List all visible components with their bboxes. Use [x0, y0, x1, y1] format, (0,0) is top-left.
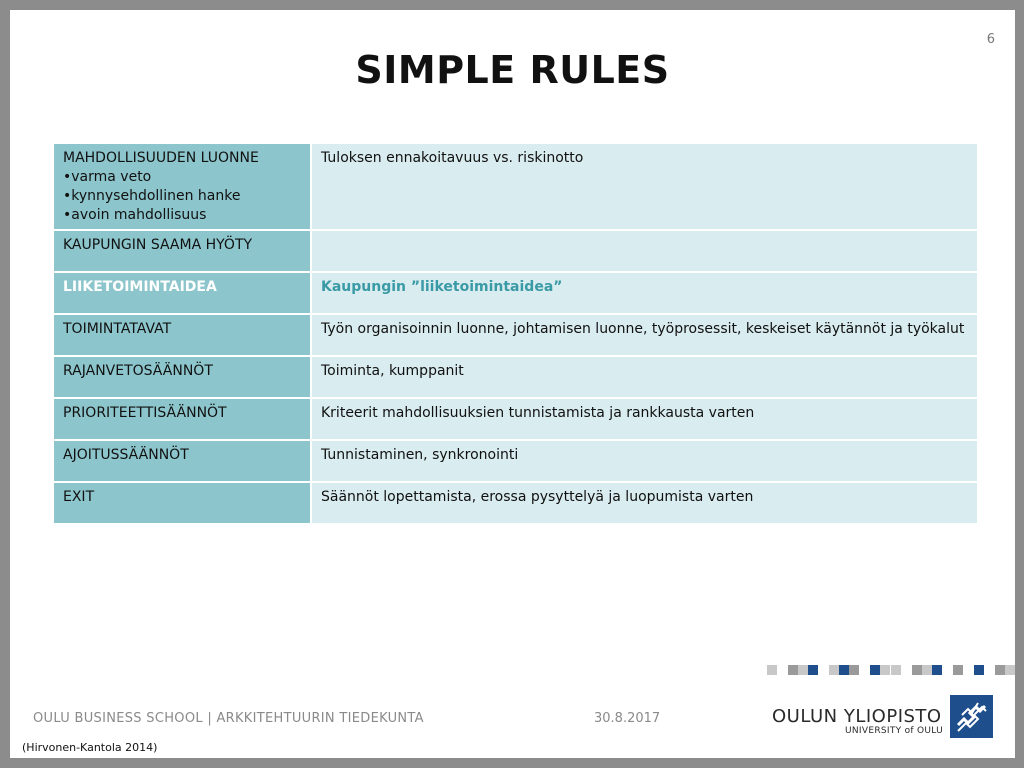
- square-decoration: [922, 665, 932, 675]
- row-value: Tunnistaminen, synkronointi: [311, 440, 978, 482]
- table-row-highlighted: [53, 272, 978, 314]
- rules-table: [52, 142, 979, 525]
- row-label: TOIMINTATAVAT: [53, 314, 311, 356]
- square-decoration: [912, 665, 922, 675]
- university-subtitle: UNIVERSITY of OULU: [845, 726, 944, 736]
- decorative-squares: [767, 665, 1015, 675]
- university-logo-icon: [950, 695, 993, 738]
- square-decoration: [829, 665, 839, 675]
- row-value: Kriteerit mahdollisuuksien tunnistamista ja rankkausta varten: [311, 398, 978, 440]
- row-value: Säännöt lopettamista, erossa pysyttelyä ja luopumista varten: [311, 482, 978, 524]
- row-label: RAJANVETOSÄÄNNÖT: [53, 356, 311, 398]
- square-decoration: [995, 665, 1005, 675]
- row-label: EXIT: [53, 482, 311, 524]
- row-value: Kaupungin ”liiketoimintaidea”: [311, 272, 978, 314]
- square-decoration: [891, 665, 901, 675]
- square-decoration: [767, 665, 777, 675]
- row-label: LIIKETOIMINTAIDEA: [53, 272, 311, 314]
- table-row: [53, 143, 978, 230]
- slide-title: SIMPLE RULES: [355, 48, 670, 92]
- square-decoration: [808, 665, 818, 675]
- table-row: [53, 398, 978, 440]
- row-label: KAUPUNGIN SAAMA HYÖTY: [53, 230, 311, 272]
- row-value: [311, 230, 978, 272]
- table-row: [53, 314, 978, 356]
- square-decoration: [932, 665, 942, 675]
- table-row: [53, 230, 978, 272]
- footer-faculties: OULU BUSINESS SCHOOL | ARKKITEHTUURIN TIEDEKUNTA: [33, 711, 424, 726]
- row-value: Tuloksen ennakoitavuus vs. riskinotto: [311, 143, 978, 230]
- citation: (Hirvonen-Kantola 2014): [22, 741, 158, 754]
- table-row: [53, 440, 978, 482]
- bullet-item: •avoin mahdollisuus: [63, 207, 207, 223]
- table-row: [53, 482, 978, 524]
- row-label: AJOITUSSÄÄNNÖT: [53, 440, 311, 482]
- page-number: 6: [986, 32, 995, 47]
- table-row: [53, 356, 978, 398]
- square-decoration: [1005, 665, 1015, 675]
- bullet-item: •varma veto: [63, 169, 152, 185]
- bullet-item: •kynnysehdollinen hanke: [63, 188, 241, 204]
- square-decoration: [880, 665, 890, 675]
- square-decoration: [953, 665, 963, 675]
- row-label: [53, 143, 311, 230]
- square-decoration: [788, 665, 798, 675]
- square-decoration: [974, 665, 984, 675]
- row-value: Työn organisoinnin luonne, johtamisen luonne, työprosessit, keskeiset käytännöt ja työkalut: [311, 314, 978, 356]
- square-decoration: [870, 665, 880, 675]
- footer-date: 30.8.2017: [594, 711, 661, 726]
- row-label: PRIORITEETTISÄÄNNÖT: [53, 398, 311, 440]
- university-name: OULUN YLIOPISTO: [772, 706, 942, 727]
- square-decoration: [798, 665, 808, 675]
- row-label-text: MAHDOLLISUUDEN LUONNE: [63, 150, 259, 166]
- row-value: Toiminta, kumppanit: [311, 356, 978, 398]
- square-decoration: [849, 665, 859, 675]
- square-decoration: [839, 665, 849, 675]
- slide: [10, 10, 1015, 758]
